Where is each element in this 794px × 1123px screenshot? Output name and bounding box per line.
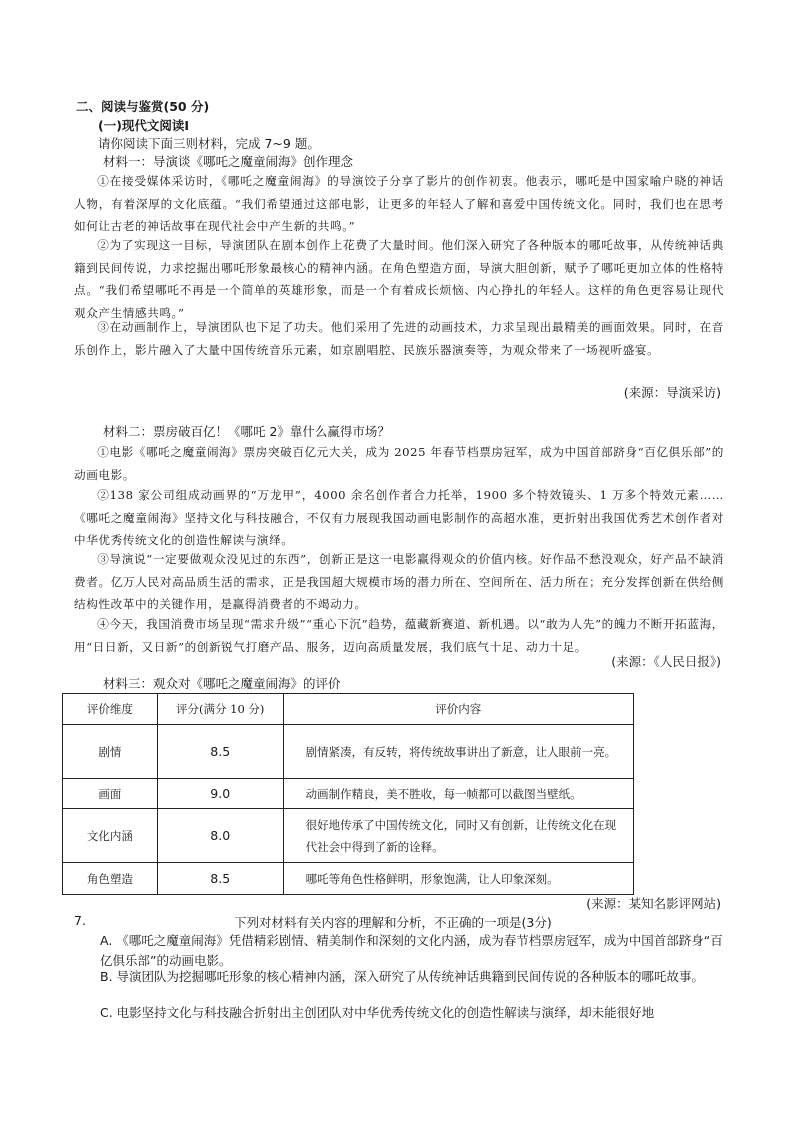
material1-paragraph: ①在接受媒体采访时，《哪吒之魔童闹海》的导演饺子分享了影片的创作初衷。他表示，哪吒是中国家喻户晓的神话人物，有着深厚的文化底蕴。“我们希望通过这部电影，让更多的年轻人了解和喜爱中国传统文化。同时，我们也在思考如何让古老的神话故事在现代社会中产生新的共鸣。” (74, 174, 724, 233)
option-a: A. 《哪吒之魔童闹海》凭借精彩剧情、精美制作和深刻的文化内涵，成为春节档票房冠军，成为中国首部跻身“百亿俱乐部”的动画电影。 (100, 933, 723, 968)
material2-paragraph: ①电影《哪吒之魔童闹海》票房突破百亿元大关，成为 2025 年春节档票房冠军，成为中国首部跻身“百亿俱乐部”的动画电影。 (74, 445, 724, 482)
table-row (63, 725, 634, 779)
material2-paragraph: ②138 家公司组成动画界的“万龙甲”，4000 余名创作者合力托举，1900 多个特效镜头、1 万多个特效元素……《哪吒之魔童闹海》坚持文化与科技融合，不仅有力展现我国动画电影制作的高超水准，更折射出我国优秀艺术创作者对中华优秀传统文化的创造性解读与演绎。 (74, 488, 724, 547)
material3-title: 材料三：观众对《哪吒之魔童闹海》的评价 (103, 676, 341, 691)
table-header: 评价内容 (283, 694, 633, 725)
dimension-cell: 角色塑造 (63, 863, 158, 895)
material1-title: 材料一：导演谈《哪吒之魔童闹海》创作理念 (103, 154, 354, 169)
table-header: 评分(满分 10 分) (157, 694, 283, 725)
review-table (62, 693, 634, 895)
question-number: 7. (74, 913, 86, 928)
table-row (63, 863, 634, 895)
score-cell: 8.5 (157, 725, 283, 779)
option-b: B. 导演团队为挖掘哪吒形象的核心精神内涵，深入研究了从传统神话典籍到民间传说的各种版本的哪吒故事。 (100, 969, 705, 984)
material2-paragraph: ③导演说“一定要做观众没见过的东西”，创新正是这一电影赢得观众的价值内核。好作品不愁没观众，好产品不缺消费者。亿万人民对高品质生活的需求，正是我国超大规模市场的潜力所在、空间所在、活力所在；充分发挥创新在供给侧结构性改革中的关键作用，是赢得消费者的不竭动力。 (74, 552, 724, 611)
material1-paragraph: ②为了实现这一目标，导演团队在剧本创作上花费了大量时间。他们深入研究了各种版本的哪吒故事，从传统神话典籍到民间传说，力求挖掘出哪吒形象最核心的精神内涵。在角色塑造方面，导演大胆创新，赋予了哪吒更加立体的性格特点。“我们希望哪吒不再是一个简单的英雄形象，而是一个有着成长烦恼、内心挣扎的年轻人。这样的角色更容易让现代观众产生情感共鸣。” (74, 238, 724, 320)
material1-source: (来源：导演采访) (623, 385, 721, 400)
content-cell: 剧情紧凑，有反转，将传统故事讲出了新意，让人眼前一亮。 (283, 725, 633, 779)
option-c: C. 电影坚持文化与科技融合折射出主创团队对中华优秀传统文化的创造性解读与演绎，却未能很好地 (100, 1005, 655, 1020)
table-header: 评价维度 (63, 694, 158, 725)
section-title: 二、阅读与鉴赏(50 分) (76, 99, 210, 114)
table-header-row (63, 694, 634, 725)
table-row (63, 779, 634, 809)
material2-paragraph: ④今天，我国消费市场呈现“需求升级”“重心下沉”趋势，蕴藏新赛道、新机遇。以“敢为人先”的魄力不断开拓蓝海，用“日日新，又日新”的创新锐气打磨产品、服务，迈向高质量发展，我们底气十足、动力十足。 (74, 617, 724, 654)
content-cell: 很好地传承了中国传统文化，同时又有创新，让传统文化在现代社会中得到了新的诠释。 (283, 809, 633, 863)
score-cell: 8.0 (157, 809, 283, 863)
material3-source: (来源：某知名影评网站) (586, 896, 721, 911)
content-cell: 动画制作精良，美不胜收，每一帧都可以截图当壁纸。 (283, 779, 633, 809)
instruction: 请你阅读下面三则材料，完成 7~9 题。 (98, 136, 320, 151)
dimension-cell: 文化内涵 (63, 809, 158, 863)
table-row (63, 809, 634, 863)
dimension-cell: 画面 (63, 779, 158, 809)
material2-source: (来源：《人民日报》) (611, 654, 721, 669)
content-cell: 哪吒等角色性格鲜明，形象饱满，让人印象深刻。 (283, 863, 633, 895)
score-cell: 9.0 (157, 779, 283, 809)
score-cell: 8.5 (157, 863, 283, 895)
subsection-title: (一)现代文阅读Ⅰ (98, 118, 190, 133)
dimension-cell: 剧情 (63, 725, 158, 779)
material2-title: 材料二：票房破百亿！《哪吒 2》靠什么赢得市场？ (103, 424, 390, 439)
question-stem: 下列对材料有关内容的理解和分析，不正确的一项是(3分) (234, 915, 552, 930)
material1-paragraph: ③在动画制作上，导演团队也下足了功夫。他们采用了先进的动画技术，力求呈现出最精美的画面效果。同时，在音乐创作上，影片融入了大量中国传统音乐元素，如京剧唱腔、民族乐器演奏等，为观众带来了一场视听盛宴。 (74, 320, 724, 357)
